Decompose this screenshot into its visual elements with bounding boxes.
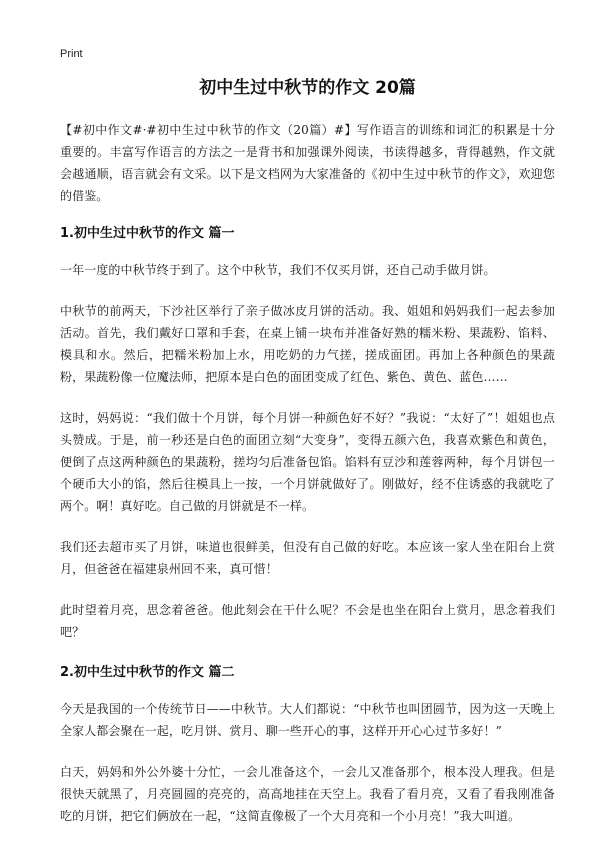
intro-paragraph: 【#初中作文#·#初中生过中秋节的作文（20篇）#】写作语言的训练和词汇的积累是十分重要的。丰富写作语言的方法之一是背书和加强课外阅读，书读得越多，背得越熟，作文就会越通顺，语言就会有文采。以下是文档网为大家准备的《初中生过中秋节的作文》，欢迎您的借鉴。 xyxy=(60,123,555,203)
paragraph: 一年一度的中秋节终于到了。这个中秋节，我们不仅买月饼，还自己动手做月饼。 xyxy=(60,263,496,277)
paragraph: 今天是我国的一个传统节日——中秋节。大人们都说：“中秋节也叫团圆节，因为这一天晚上全家人都会聚在一起，吃月饼、赏月、聊一些开心的事，这样开开心心过节多好！” xyxy=(60,702,555,738)
paragraph: 白天，妈妈和外公外婆十分忙，一会儿准备这个，一会儿又准备那个，根本没人理我。但是很快天就黑了，月亮圆圆的亮亮的，高高地挂在天空上。我看了看月亮，又看了看我刚准备吃的月饼，把它们俩放在一起，“这简直像极了一个大月亮和一个小月亮！”我大叫道。 xyxy=(60,765,555,823)
print-label: Print xyxy=(60,48,83,60)
paragraph: 这时，妈妈说：“我们做十个月饼，每个月饼一种颜色好不好？”我说：“太好了”！姐姐也点头赞成。于是，前一秒还是白色的面团立刻“大变身”，变得五颜六色，我喜欢紫色和黄色，便倒了点这两种颜色的果蔬粉，搓均匀后准备包馅。馅料有豆沙和莲蓉两种，每个月饼包一个硬币大小的馅，然后往模具上一按，一个月饼就做好了。刚做好，经不住诱惑的我就吃了两个。啊！真好吃。自己做的月饼就是不一样。 xyxy=(60,411,555,513)
paragraph: 我们还去超市买了月饼，味道也很鲜美，但没有自己做的好吃。本应该一家人坐在阳台上赏月，但爸爸在福建泉州回不来，真可惜！ xyxy=(60,540,555,576)
section-heading-2: 2.初中生过中秋节的作文 篇二 xyxy=(60,665,235,680)
section-heading-1: 1.初中生过中秋节的作文 篇一 xyxy=(60,226,235,241)
paragraph: 此时望着月亮，思念着爸爸。他此刻会在干什么呢？不会是也坐在阳台上赏月，思念着我们吧？ xyxy=(60,603,555,639)
document-page xyxy=(60,76,555,846)
paragraph: 中秋节的前两天，下沙社区举行了亲子做冰皮月饼的活动。我、姐姐和妈妈我们一起去参加活动。首先，我们戴好口罩和手套，在桌上铺一块布并准备好熟的糯米粉、果蔬粉、馅料、模具和水。然后，把糯米粉加上水，用吃奶的力气搓，搓成面团。再加上各种颜色的果蔬粉，果蔬粉像一位魔法师，把原本是白色的面团变成了红色、紫色、黄色、蓝色…… xyxy=(60,304,555,384)
document-title: 初中生过中秋节的作文 20篇 xyxy=(199,78,416,98)
